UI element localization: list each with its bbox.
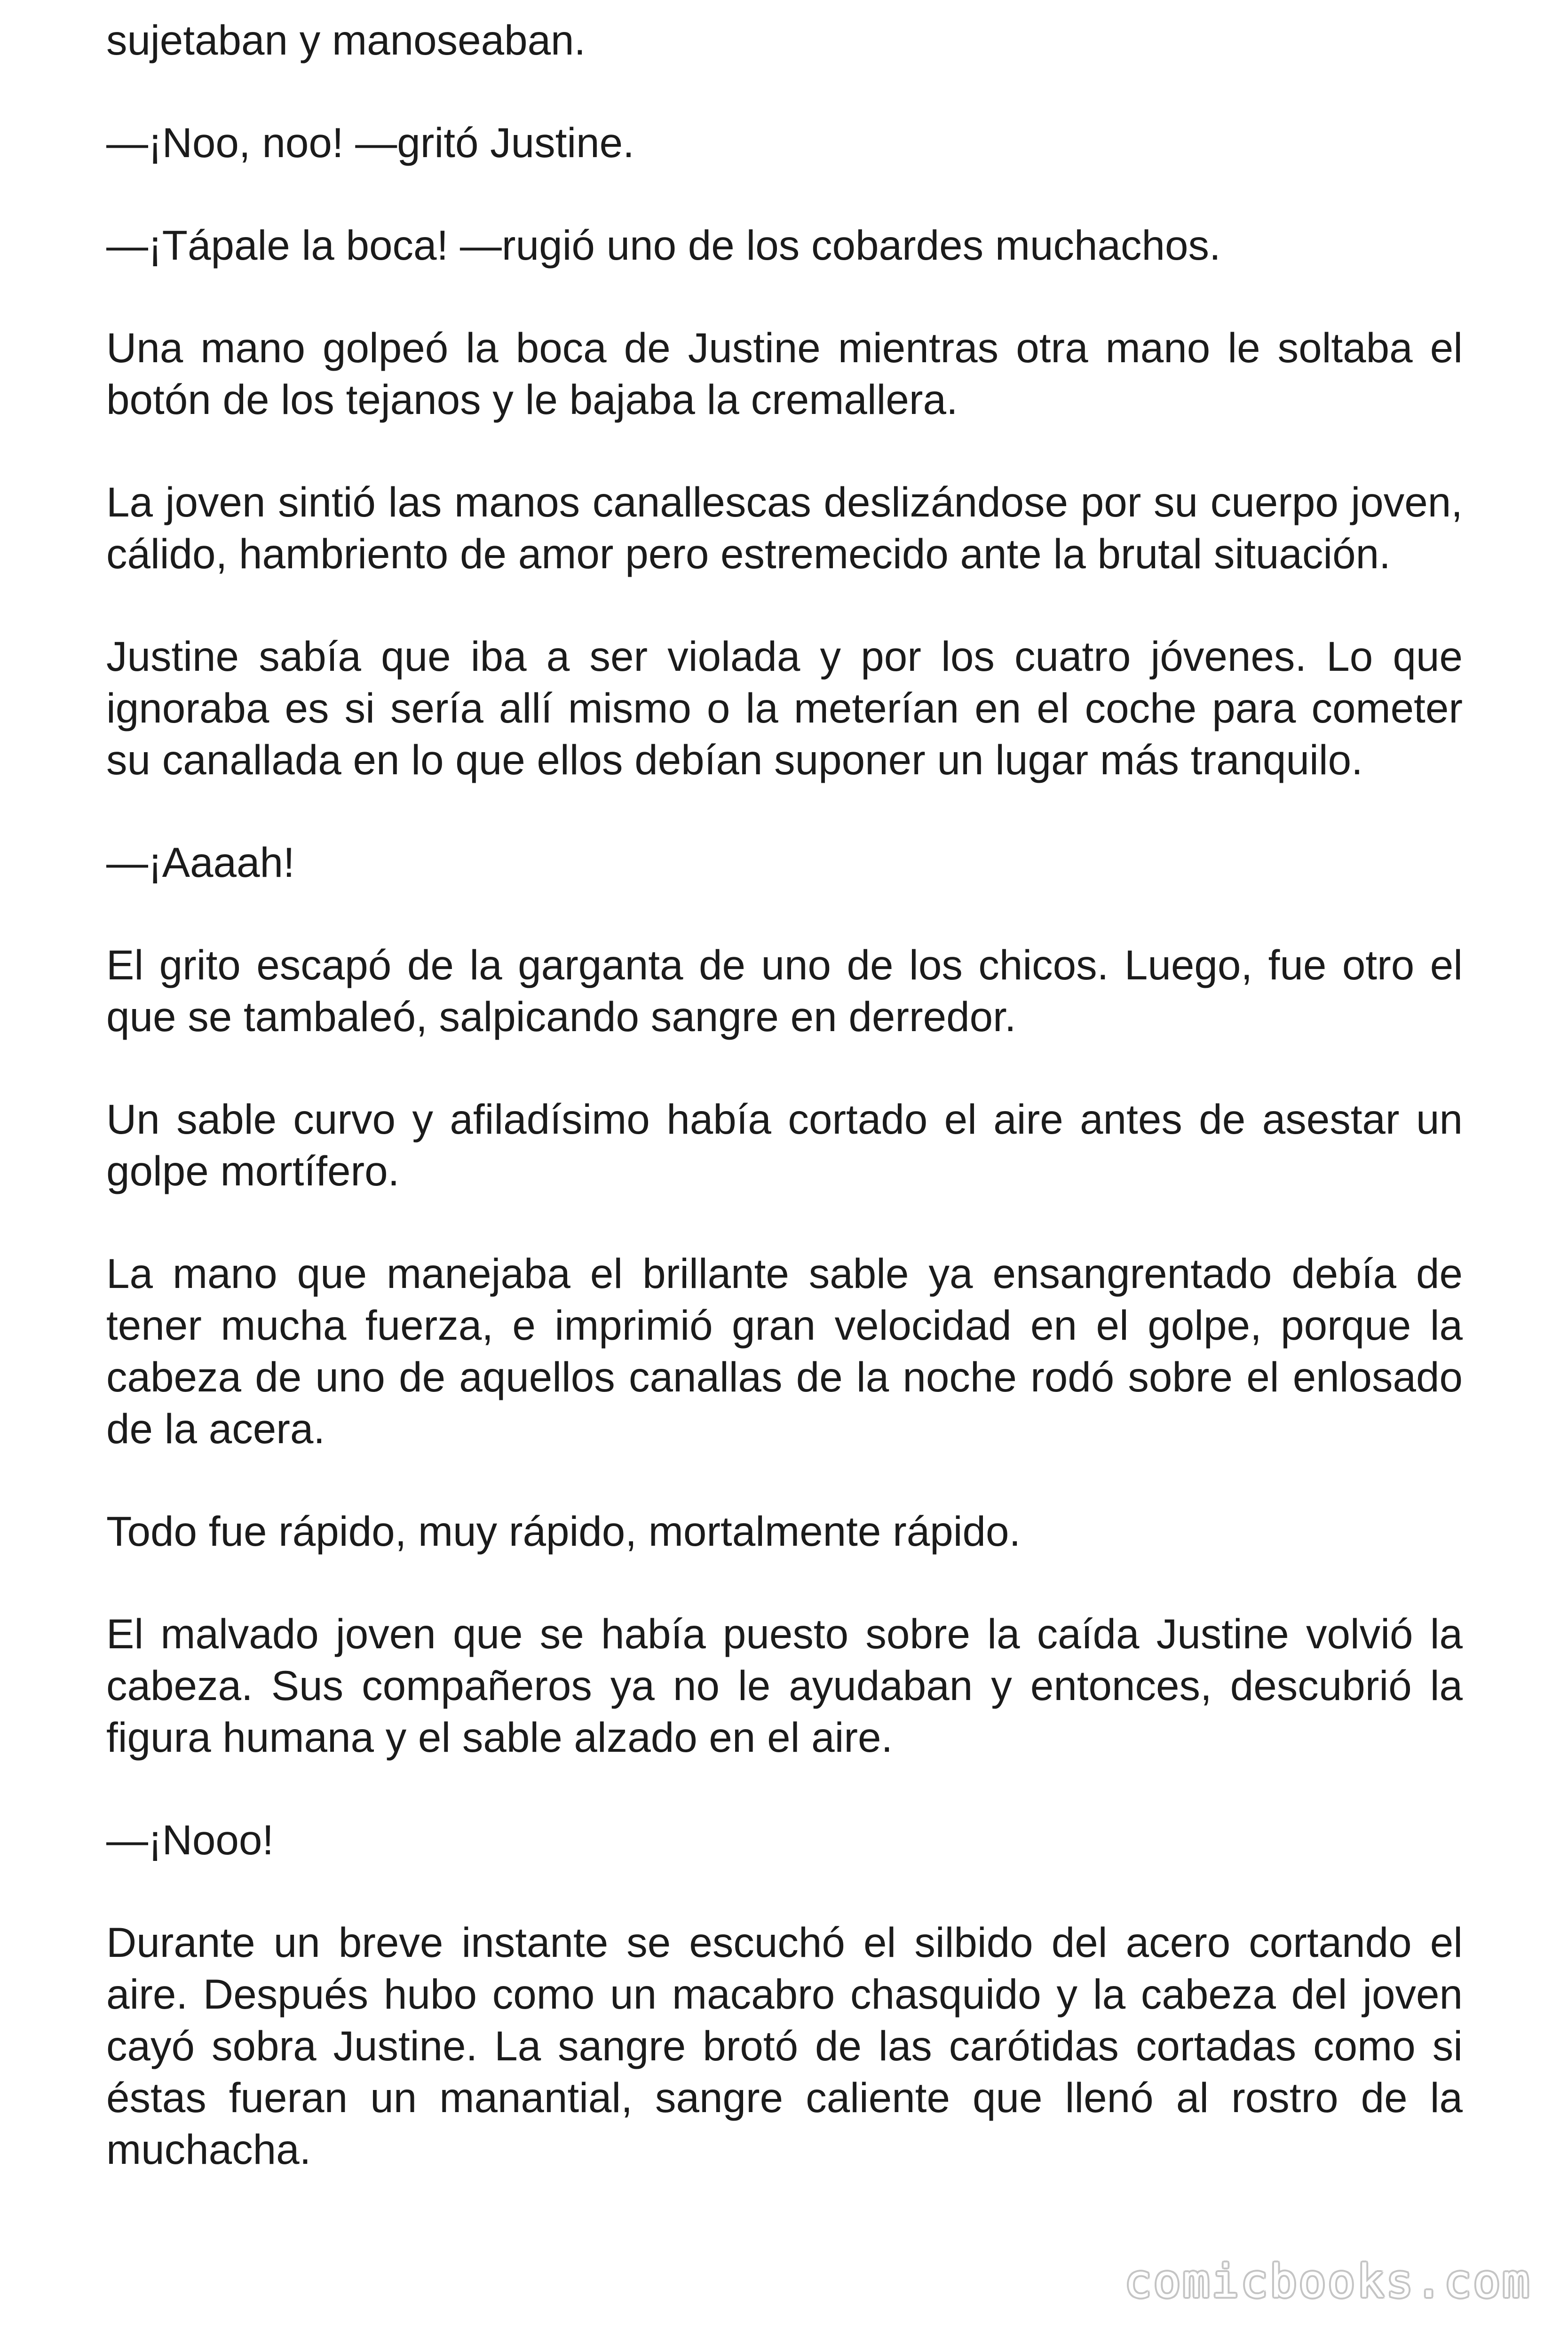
paragraph: La mano que manejaba el brillante sable ya ensangrentado debía de tener mucha fuerza, e imprimió gran velocidad en el golpe, porque la cabeza de uno de aquellos canallas de la noche rodó sobre el enlosado de la acera. — [106, 1250, 1463, 1452]
paragraph: El grito escapó de la garganta de uno de los chicos. Luego, fue otro el que se tambaleó, salpicando sangre en derredor. — [106, 941, 1463, 1040]
paragraph: Una mano golpeó la boca de Justine mientras otra mano le soltaba el botón de los tejanos y le bajaba la cremallera. — [106, 324, 1463, 423]
paragraph: —¡Nooo! — [106, 1816, 274, 1863]
paragraph: El malvado joven que se había puesto sobre la caída Justine volvió la cabeza. Sus compañeros ya no le ayudaban y entonces, descubrió la figura humana y el sable alzado en el aire. — [106, 1610, 1463, 1761]
paragraph: —¡Noo, noo! —gritó Justine. — [106, 119, 634, 166]
paragraph: Justine sabía que iba a ser violada y por los cuatro jóvenes. Lo que ignoraba es si sería allí mismo o la meterían en el coche para cometer su canallada en lo que ellos debían suponer un lugar más tranquilo. — [106, 633, 1463, 783]
paragraph: —¡Tápale la boca! —rugió uno de los cobardes muchachos. — [106, 222, 1221, 269]
paragraph: Todo fue rápido, muy rápido, mortalmente rápido. — [106, 1508, 1021, 1555]
paragraph: sujetaban y manoseaban. — [106, 16, 586, 64]
paragraph: Durante un breve instante se escuchó el silbido del acero cortando el aire. Después hubo como un macabro chasquido y la cabeza del joven cayó sobra Justine. La sangre brotó de las carótidas cortadas como si éstas fueran un manantial, sangre caliente que llenó al rostro de la muchacha. — [106, 1919, 1463, 2173]
paragraph: —¡Aaaah! — [106, 839, 295, 886]
paragraph: Un sable curvo y afiladísimo había cortado el aire antes de asestar un golpe mortífero. — [106, 1096, 1463, 1194]
watermark: comicbooks.com — [1124, 2255, 1531, 2308]
paragraph: La joven sintió las manos canallescas deslizándose por su cuerpo joven, cálido, hambriento de amor pero estremecido ante la brutal situación. — [106, 478, 1463, 577]
document-page — [106, 14, 1463, 2175]
